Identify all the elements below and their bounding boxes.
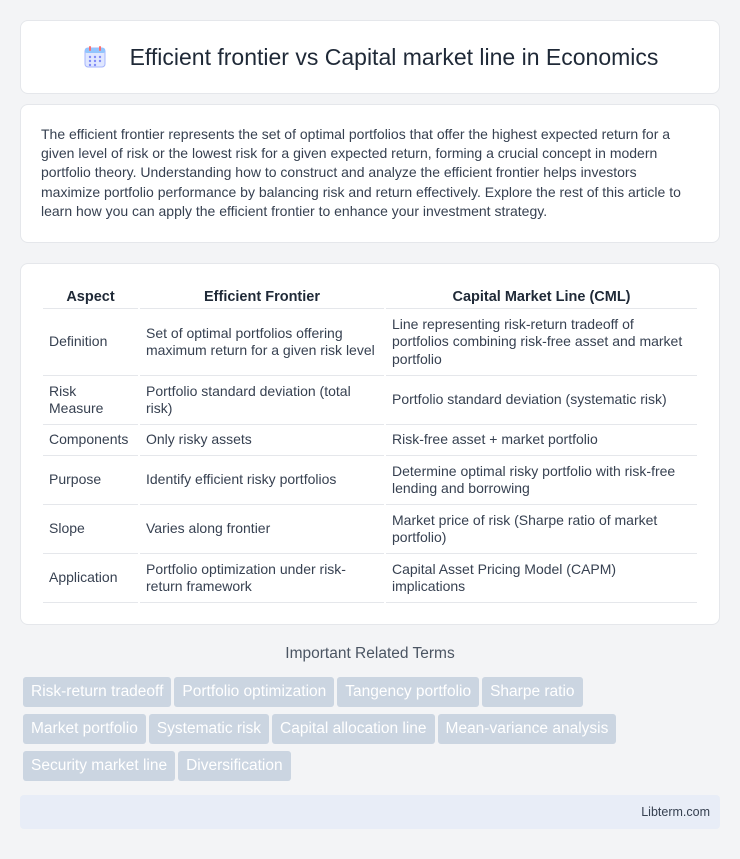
table-row [43, 309, 697, 376]
table-row [43, 505, 697, 554]
related-term-tag[interactable]: Sharpe ratio [482, 677, 582, 707]
row-cml: Determine optimal risky portfolio with risk-free lending and borrowing [385, 456, 697, 505]
row-cml: Capital Asset Pricing Model (CAPM) implications [385, 554, 697, 603]
footer [20, 795, 720, 829]
header-aspect: Aspect [43, 284, 139, 309]
page-title: Efficient frontier vs Capital market line in Economics [129, 43, 659, 70]
row-efficient-frontier: Portfolio standard deviation (total risk) [139, 376, 385, 425]
related-terms-title: Important Related Terms [285, 645, 455, 662]
header-cml: Capital Market Line (CML) [385, 284, 697, 309]
row-cml: Market price of risk (Sharpe ratio of market portfolio) [385, 505, 697, 554]
comparison-card [20, 263, 720, 625]
table-row [43, 376, 697, 425]
comparison-table [43, 284, 697, 603]
row-aspect: Purpose [43, 456, 139, 505]
related-term-tag[interactable]: Tangency portfolio [337, 677, 479, 707]
row-aspect: Definition [43, 309, 139, 376]
row-efficient-frontier: Portfolio optimization under risk-return framework [139, 554, 385, 603]
calendar-icon [82, 44, 108, 70]
row-cml: Line representing risk-return tradeoff of portfolios combining risk-free asset and market portfolio [385, 309, 697, 376]
related-term-tag[interactable]: Portfolio optimization [174, 677, 334, 707]
related-term-tag[interactable]: Risk-return tradeoff [23, 677, 171, 707]
header-efficient-frontier: Efficient Frontier [139, 284, 385, 309]
intro-paragraph: The efficient frontier represents the set of optimal portfolios that offer the highest expected return for a given level of risk or the lowest risk for a given expected return, forming a crucial concept in modern portfolio theory. Understanding how to construct and analyze the efficient frontier helps investors maximize portfolio performance by balancing risk and return effectively. Explore the rest of this article to learn how you can apply the efficient frontier to enhance your investment strategy. [41, 126, 681, 219]
row-efficient-frontier: Varies along frontier [139, 505, 385, 554]
row-cml: Risk-free asset + market portfolio [385, 425, 697, 456]
row-efficient-frontier: Only risky assets [139, 425, 385, 456]
table-row [43, 554, 697, 603]
table-row [43, 456, 697, 505]
row-aspect: Risk Measure [43, 376, 139, 425]
related-term-tag[interactable]: Security market line [23, 751, 175, 781]
related-term-tag[interactable]: Diversification [178, 751, 290, 781]
related-term-tag[interactable]: Mean-variance analysis [438, 714, 617, 744]
intro-card [20, 104, 720, 243]
row-aspect: Components [43, 425, 139, 456]
related-term-tag[interactable]: Capital allocation line [272, 714, 434, 744]
row-efficient-frontier: Identify efficient risky portfolios [139, 456, 385, 505]
table-header-row [43, 284, 697, 309]
title-card [20, 20, 720, 94]
table-row [43, 425, 697, 456]
row-aspect: Application [43, 554, 139, 603]
row-aspect: Slope [43, 505, 139, 554]
row-cml: Portfolio standard deviation (systematic risk) [385, 376, 697, 425]
related-term-tag[interactable]: Systematic risk [149, 714, 269, 744]
related-term-tag[interactable]: Market portfolio [23, 714, 146, 744]
related-terms-list [23, 677, 723, 788]
footer-site-link[interactable]: Libterm.com [641, 805, 710, 819]
row-efficient-frontier: Set of optimal portfolios offering maximum return for a given risk level [139, 309, 385, 376]
